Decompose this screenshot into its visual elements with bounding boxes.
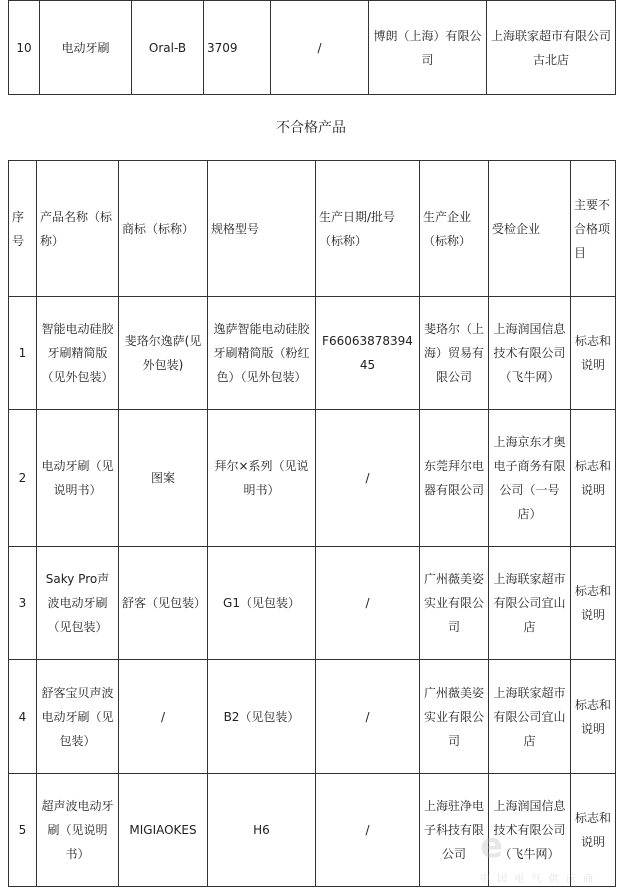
cell-maker: 博朗（上海）有限公司 (369, 1, 487, 95)
cell-inspected: 上海润国信息技术有限公司（飞牛网） (489, 774, 571, 887)
watermark-logo-icon: e (480, 826, 504, 866)
header-inspected: 受检企业 (489, 161, 571, 297)
cell-maker: 斐珞尔（上海）贸易有限公司 (420, 297, 489, 410)
cell-date: / (316, 774, 420, 887)
cell-date: / (316, 660, 420, 774)
cell-name: 电动牙刷（见说明书） (37, 410, 119, 547)
cell-maker: 上海驻净电子科技有限公司 (420, 774, 489, 887)
cell-name: 电动牙刷 (40, 1, 132, 95)
watermark-text: 中 国 电 气 供 应 商 (480, 874, 596, 885)
cell-brand: 斐珞尔逸萨(见外包装) (119, 297, 208, 410)
header-model: 规格型号 (208, 161, 316, 297)
cell-no: 1 (9, 297, 37, 410)
cell-model: B2（见包装） (208, 660, 316, 774)
header-row (9, 161, 616, 297)
cell-no: 10 (9, 1, 40, 95)
unqualified-products-table (8, 160, 616, 887)
table-row (9, 1, 616, 95)
cell-items: 标志和说明 (571, 410, 616, 547)
cell-no: 5 (9, 774, 37, 887)
table-row (9, 547, 616, 660)
table-row (9, 660, 616, 774)
cell-inspected: 上海京东才奥电子商务有限公司（一号店） (489, 410, 571, 547)
header-maker: 生产企业（标称） (420, 161, 489, 297)
cell-name: Saky Pro声波电动牙刷（见包装） (37, 547, 119, 660)
cell-model: 逸萨智能电动硅胶牙刷精简版（粉红色）（见外包装） (208, 297, 316, 410)
cell-model: 3709 (204, 1, 271, 95)
cell-date: / (316, 547, 420, 660)
header-name: 产品名称（标称） (37, 161, 119, 297)
cell-items: 标志和说明 (571, 660, 616, 774)
cell-model: H6 (208, 774, 316, 887)
cell-no: 4 (9, 660, 37, 774)
cell-name: 舒客宝贝声波电动牙刷（见包装） (37, 660, 119, 774)
cell-name: 智能电动硅胶牙刷精简版（见外包装） (37, 297, 119, 410)
header-no: 序号 (9, 161, 37, 297)
section-title: 不合格产品 (276, 120, 346, 136)
table-row (9, 297, 616, 410)
header-date: 生产日期/批号（标称） (316, 161, 420, 297)
cell-inspected: 上海联家超市有限公司宜山店 (489, 547, 571, 660)
cell-no: 2 (9, 410, 37, 547)
top-table (8, 0, 616, 95)
cell-model: 拜尔×系列（见说明书） (208, 410, 316, 547)
cell-date: / (316, 410, 420, 547)
cell-no: 3 (9, 547, 37, 660)
cell-model: G1（见包装） (208, 547, 316, 660)
header-items: 主要不合格项目 (571, 161, 616, 297)
cell-name: 超声波电动牙刷（见说明书） (37, 774, 119, 887)
cell-brand: Oral-B (132, 1, 204, 95)
cell-brand: 舒客（见包装） (119, 547, 208, 660)
cell-brand: / (119, 660, 208, 774)
header-brand: 商标（标称） (119, 161, 208, 297)
cell-maker: 广州薇美姿实业有限公司 (420, 660, 489, 774)
cell-maker: 东莞拜尔电器有限公司 (420, 410, 489, 547)
cell-brand: MIGIAOKES (119, 774, 208, 887)
cell-date: / (271, 1, 369, 95)
table-row (9, 774, 616, 887)
cell-brand: 图案 (119, 410, 208, 547)
table-row (9, 410, 616, 547)
cell-inspected: 上海联家超市有限公司古北店 (487, 1, 616, 95)
cell-items: 标志和说明 (571, 774, 616, 887)
cell-items: 标志和说明 (571, 547, 616, 660)
cell-date: F6606387839445 (316, 297, 420, 410)
cell-inspected: 上海润国信息技术有限公司（飞牛网） (489, 297, 571, 410)
cell-maker: 广州薇美姿实业有限公司 (420, 547, 489, 660)
cell-items: 标志和说明 (571, 297, 616, 410)
cell-inspected: 上海联家超市有限公司宜山店 (489, 660, 571, 774)
